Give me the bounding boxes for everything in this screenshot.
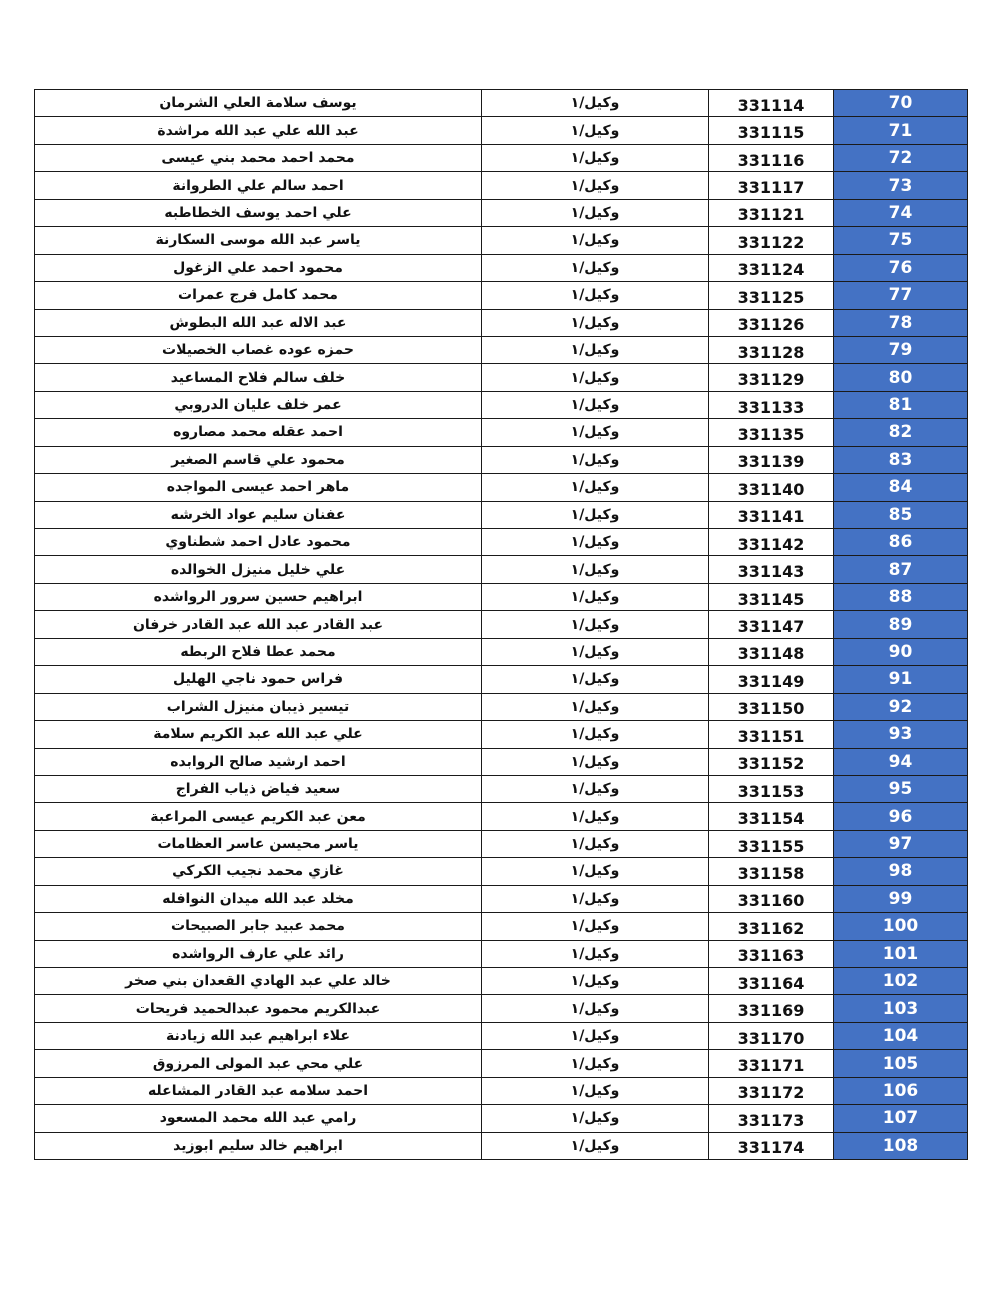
rank-cell: وكيل/١ [482, 227, 709, 254]
row-number-cell: 102 [834, 968, 968, 995]
rank-cell: وكيل/١ [482, 611, 709, 638]
table-row [35, 1077, 968, 1104]
row-number-cell: 93 [834, 721, 968, 748]
table-row [35, 1050, 968, 1077]
id-number-cell: 331139 [709, 446, 834, 473]
row-number-cell: 99 [834, 885, 968, 912]
rank-cell: وكيل/١ [482, 529, 709, 556]
rank-cell: وكيل/١ [482, 1077, 709, 1104]
row-number-cell: 104 [834, 1022, 968, 1049]
table-row [35, 391, 968, 418]
name-cell: رائد علي عارف الرواشده [35, 940, 482, 967]
name-cell: فراس حمود ناجي الهليل [35, 666, 482, 693]
name-cell: احمد عقله محمد مصاروه [35, 419, 482, 446]
table-row [35, 172, 968, 199]
table-row [35, 1022, 968, 1049]
rank-cell: وكيل/١ [482, 775, 709, 802]
id-number-cell: 331158 [709, 858, 834, 885]
id-number-cell: 331115 [709, 117, 834, 144]
id-number-cell: 331129 [709, 364, 834, 391]
id-number-cell: 331116 [709, 144, 834, 171]
name-cell: ياسر عبد الله موسى السكارنة [35, 227, 482, 254]
table-row [35, 556, 968, 583]
row-number-cell: 91 [834, 666, 968, 693]
id-number-cell: 331142 [709, 529, 834, 556]
row-number-cell: 92 [834, 693, 968, 720]
name-cell: مخلد عبد الله ميدان النوافله [35, 885, 482, 912]
table-row [35, 282, 968, 309]
table-row [35, 803, 968, 830]
table-row [35, 611, 968, 638]
name-cell: عبد القادر عبد الله عبد القادر خرفان [35, 611, 482, 638]
row-number-cell: 105 [834, 1050, 968, 1077]
name-cell: ياسر محيسن عاسر العظامات [35, 830, 482, 857]
id-number-cell: 331126 [709, 309, 834, 336]
name-cell: ابراهيم خالد سليم ابوزيد [35, 1132, 482, 1159]
name-cell: ماهر احمد عيسى المواجده [35, 474, 482, 501]
table-row [35, 117, 968, 144]
id-number-cell: 331153 [709, 775, 834, 802]
id-number-cell: 331170 [709, 1022, 834, 1049]
row-number-cell: 76 [834, 254, 968, 281]
table-row [35, 995, 968, 1022]
id-number-cell: 331135 [709, 419, 834, 446]
rank-cell: وكيل/١ [482, 556, 709, 583]
row-number-cell: 98 [834, 858, 968, 885]
personnel-table [34, 89, 968, 1160]
rank-cell: وكيل/١ [482, 968, 709, 995]
rank-cell: وكيل/١ [482, 748, 709, 775]
name-cell: محمد عبيد جابر الصبيحات [35, 913, 482, 940]
id-number-cell: 331154 [709, 803, 834, 830]
id-number-cell: 331173 [709, 1105, 834, 1132]
name-cell: محمد كامل فرج عمرات [35, 282, 482, 309]
row-number-cell: 80 [834, 364, 968, 391]
table-row [35, 1132, 968, 1159]
table-row [35, 254, 968, 281]
rank-cell: وكيل/١ [482, 830, 709, 857]
id-number-cell: 331163 [709, 940, 834, 967]
name-cell: علي احمد يوسف الخطاطبه [35, 199, 482, 226]
id-number-cell: 331141 [709, 501, 834, 528]
rank-cell: وكيل/١ [482, 501, 709, 528]
rank-cell: وكيل/١ [482, 364, 709, 391]
name-cell: علي محي عبد المولى المرزوق [35, 1050, 482, 1077]
table-row [35, 1105, 968, 1132]
rank-cell: وكيل/١ [482, 144, 709, 171]
name-cell: سعيد فياض ذياب الفراج [35, 775, 482, 802]
id-number-cell: 331133 [709, 391, 834, 418]
rank-cell: وكيل/١ [482, 199, 709, 226]
rank-cell: وكيل/١ [482, 1132, 709, 1159]
id-number-cell: 331117 [709, 172, 834, 199]
table-row [35, 830, 968, 857]
rank-cell: وكيل/١ [482, 583, 709, 610]
name-cell: عبدالكريم محمود عبدالحميد فريحات [35, 995, 482, 1022]
id-number-cell: 331125 [709, 282, 834, 309]
rank-cell: وكيل/١ [482, 117, 709, 144]
table-row [35, 199, 968, 226]
row-number-cell: 108 [834, 1132, 968, 1159]
name-cell: محمود احمد علي الزغول [35, 254, 482, 281]
row-number-cell: 71 [834, 117, 968, 144]
name-cell: محمد احمد محمد بني عيسى [35, 144, 482, 171]
table-row [35, 309, 968, 336]
id-number-cell: 331150 [709, 693, 834, 720]
rank-cell: وكيل/١ [482, 803, 709, 830]
row-number-cell: 100 [834, 913, 968, 940]
table-row [35, 227, 968, 254]
rank-cell: وكيل/١ [482, 254, 709, 281]
row-number-cell: 77 [834, 282, 968, 309]
id-number-cell: 331151 [709, 721, 834, 748]
table-row [35, 858, 968, 885]
rank-cell: وكيل/١ [482, 693, 709, 720]
name-cell: محمود علي قاسم الصغير [35, 446, 482, 473]
table-row [35, 885, 968, 912]
row-number-cell: 79 [834, 336, 968, 363]
id-number-cell: 331162 [709, 913, 834, 940]
row-number-cell: 90 [834, 638, 968, 665]
name-cell: حمزه عوده غصاب الخصيلات [35, 336, 482, 363]
row-number-cell: 83 [834, 446, 968, 473]
name-cell: احمد ارشيد صالح الروابده [35, 748, 482, 775]
name-cell: احمد سالم علي الطروانة [35, 172, 482, 199]
name-cell: خلف سالم فلاح المساعيد [35, 364, 482, 391]
name-cell: معن عبد الكريم عيسى المراعبة [35, 803, 482, 830]
rank-cell: وكيل/١ [482, 995, 709, 1022]
row-number-cell: 75 [834, 227, 968, 254]
row-number-cell: 86 [834, 529, 968, 556]
rank-cell: وكيل/١ [482, 885, 709, 912]
name-cell: علي عبد الله عبد الكريم سلامة [35, 721, 482, 748]
name-cell: محمود عادل احمد شطناوي [35, 529, 482, 556]
id-number-cell: 331152 [709, 748, 834, 775]
table-row [35, 419, 968, 446]
rank-cell: وكيل/١ [482, 858, 709, 885]
rank-cell: وكيل/١ [482, 336, 709, 363]
table-row [35, 913, 968, 940]
id-number-cell: 331172 [709, 1077, 834, 1104]
id-number-cell: 331145 [709, 583, 834, 610]
name-cell: احمد سلامه عبد القادر المشاعله [35, 1077, 482, 1104]
table-row [35, 446, 968, 473]
rank-cell: وكيل/١ [482, 1022, 709, 1049]
rank-cell: وكيل/١ [482, 309, 709, 336]
row-number-cell: 95 [834, 775, 968, 802]
row-number-cell: 84 [834, 474, 968, 501]
row-number-cell: 81 [834, 391, 968, 418]
rank-cell: وكيل/١ [482, 913, 709, 940]
row-number-cell: 88 [834, 583, 968, 610]
table-row [35, 583, 968, 610]
table-row [35, 968, 968, 995]
name-cell: يوسف سلامة العلي الشرمان [35, 90, 482, 117]
row-number-cell: 101 [834, 940, 968, 967]
rank-cell: وكيل/١ [482, 282, 709, 309]
id-number-cell: 331121 [709, 199, 834, 226]
id-number-cell: 331128 [709, 336, 834, 363]
row-number-cell: 107 [834, 1105, 968, 1132]
name-cell: خالد علي عبد الهادي القعدان بني صخر [35, 968, 482, 995]
row-number-cell: 74 [834, 199, 968, 226]
table-row [35, 364, 968, 391]
row-number-cell: 106 [834, 1077, 968, 1104]
name-cell: علي خليل منيزل الخوالده [35, 556, 482, 583]
row-number-cell: 72 [834, 144, 968, 171]
id-number-cell: 331114 [709, 90, 834, 117]
name-cell: عمر خلف عليان الدروبي [35, 391, 482, 418]
id-number-cell: 331169 [709, 995, 834, 1022]
rank-cell: وكيل/١ [482, 172, 709, 199]
row-number-cell: 94 [834, 748, 968, 775]
name-cell: غازي محمد نجيب الكركي [35, 858, 482, 885]
table-row [35, 775, 968, 802]
table-row [35, 144, 968, 171]
name-cell: تيسير ذيبان منيزل الشراب [35, 693, 482, 720]
id-number-cell: 331149 [709, 666, 834, 693]
rank-cell: وكيل/١ [482, 391, 709, 418]
table-row [35, 666, 968, 693]
id-number-cell: 331155 [709, 830, 834, 857]
id-number-cell: 331124 [709, 254, 834, 281]
row-number-cell: 103 [834, 995, 968, 1022]
name-cell: علاء ابراهيم عبد الله زيادنة [35, 1022, 482, 1049]
table-row [35, 474, 968, 501]
id-number-cell: 331164 [709, 968, 834, 995]
row-number-cell: 87 [834, 556, 968, 583]
id-number-cell: 331174 [709, 1132, 834, 1159]
id-number-cell: 331143 [709, 556, 834, 583]
table-row [35, 693, 968, 720]
rank-cell: وكيل/١ [482, 90, 709, 117]
rank-cell: وكيل/١ [482, 419, 709, 446]
personnel-table-body [35, 90, 968, 1160]
id-number-cell: 331171 [709, 1050, 834, 1077]
table-row [35, 529, 968, 556]
name-cell: ابراهيم حسين سرور الرواشده [35, 583, 482, 610]
rank-cell: وكيل/١ [482, 940, 709, 967]
table-row [35, 501, 968, 528]
name-cell: رامي عبد الله محمد المسعود [35, 1105, 482, 1132]
table-row [35, 336, 968, 363]
row-number-cell: 96 [834, 803, 968, 830]
rank-cell: وكيل/١ [482, 638, 709, 665]
rank-cell: وكيل/١ [482, 721, 709, 748]
name-cell: عبد الاله عبد الله البطوش [35, 309, 482, 336]
rank-cell: وكيل/١ [482, 474, 709, 501]
id-number-cell: 331148 [709, 638, 834, 665]
name-cell: عفنان سليم عواد الخرشه [35, 501, 482, 528]
table-row [35, 721, 968, 748]
id-number-cell: 331160 [709, 885, 834, 912]
row-number-cell: 73 [834, 172, 968, 199]
row-number-cell: 89 [834, 611, 968, 638]
id-number-cell: 331122 [709, 227, 834, 254]
name-cell: محمد عطا فلاح الربطه [35, 638, 482, 665]
rank-cell: وكيل/١ [482, 446, 709, 473]
table-row [35, 748, 968, 775]
row-number-cell: 85 [834, 501, 968, 528]
row-number-cell: 70 [834, 90, 968, 117]
table-row [35, 90, 968, 117]
row-number-cell: 78 [834, 309, 968, 336]
id-number-cell: 331140 [709, 474, 834, 501]
rank-cell: وكيل/١ [482, 1105, 709, 1132]
row-number-cell: 97 [834, 830, 968, 857]
rank-cell: وكيل/١ [482, 1050, 709, 1077]
rank-cell: وكيل/١ [482, 666, 709, 693]
table-row [35, 638, 968, 665]
id-number-cell: 331147 [709, 611, 834, 638]
name-cell: عبد الله علي عبد الله مراشدة [35, 117, 482, 144]
row-number-cell: 82 [834, 419, 968, 446]
table-row [35, 940, 968, 967]
